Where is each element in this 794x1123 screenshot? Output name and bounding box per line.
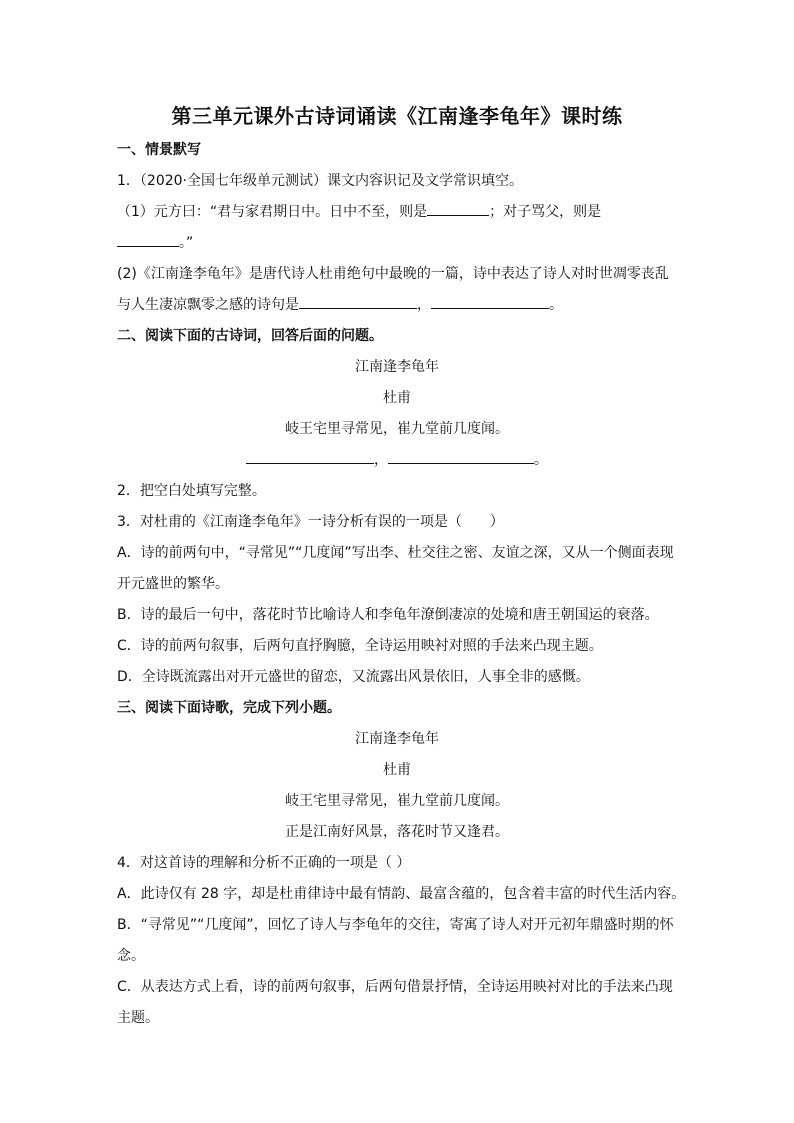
section-heading-1: 一、情景默写	[117, 142, 201, 158]
question-1-part-2-cont	[117, 290, 677, 321]
poem-line: 岐王宅里寻常见，崔九堂前几度闻。	[285, 421, 509, 437]
question-4: 4．对这首诗的理解和分析不正确的一项是（ ）	[117, 855, 411, 871]
q3-option-d: D．全诗既流露出对开元盛世的留恋，又流露出风景依旧，人事全非的感慨。	[117, 669, 590, 685]
answer-blank[interactable]	[117, 228, 179, 247]
poem-author: 杜甫	[383, 762, 411, 778]
section-heading-2: 二、阅读下面的古诗词，回答后面的问题。	[117, 328, 383, 344]
answer-blank[interactable]	[246, 445, 374, 464]
poem-blank-end: 。	[534, 452, 548, 468]
question-1-part-2: (2)《江南逢李龟年》是唐代诗人杜甫绝句中最晚的一篇，诗中表达了诗人对时世凋零丧乱	[117, 266, 669, 282]
question-1-stem: 1．（2020·全国七年级单元测试）课文内容识记及文学常识填空。	[117, 173, 523, 189]
poem-blank-line	[117, 445, 677, 476]
poem-title: 江南逢李龟年	[355, 359, 439, 375]
q3-option-c: C．诗的前两句叙事，后两句直抒胸臆，全诗运用映衬对照的手法来凸现主题。	[117, 638, 603, 654]
question-1-part-1-cont	[117, 228, 677, 259]
q3-option-b: B．诗的最后一句中，落花时节比喻诗人和李龟年潦倒凄凉的处境和唐王朝国运的衰落。	[117, 607, 659, 623]
q4-option-a: A．此诗仅有 28 字，却是杜甫律诗中最有情韵、最富含蕴的，包含着丰富的时代生活内容。	[117, 886, 686, 902]
q1-part2-text-b: 与人生凄凉飘零之感的诗句是	[117, 297, 299, 313]
poem-blank-sep: ，	[374, 452, 388, 468]
question-1-part-1	[117, 197, 677, 228]
q1-part1-text-c: 。”	[179, 235, 194, 251]
q1-part2-sep: ，	[417, 297, 431, 313]
document-title: 第三单元课外古诗词诵读《江南逢李龟年》课时练	[171, 104, 623, 128]
answer-blank[interactable]	[299, 290, 417, 309]
q1-part1-text-a: （1）元方曰：“君与家君期日中。日中不至，则是	[117, 204, 428, 220]
poem-line: 岐王宅里寻常见，崔九堂前几度闻。	[285, 793, 509, 809]
worksheet-page	[117, 100, 686, 1034]
q4-option-c: C．从表达方式上看，诗的前两句叙事，后两句借景抒情，全诗运用映衬对比的手法来凸现	[117, 979, 673, 995]
section-heading-3: 三、阅读下面诗歌，完成下列小题。	[117, 700, 341, 716]
answer-blank[interactable]	[431, 290, 549, 309]
q1-part2-end: 。	[549, 297, 563, 313]
poem-author: 杜甫	[383, 390, 411, 406]
answer-blank[interactable]	[388, 445, 534, 464]
q4-option-b-cont: 念。	[117, 948, 145, 964]
q1-part1-text-b: ；对子骂父，则是	[489, 204, 602, 220]
q4-option-b: B．“寻常见”“几度闻”，回忆了诗人与李龟年的交往，寄寓了诗人对开元初年鼎盛时期的怀	[117, 917, 674, 933]
q3-option-a-cont: 开元盛世的繁华。	[117, 576, 229, 592]
poem-line: 正是江南好风景，落花时节又逢君。	[285, 824, 509, 840]
question-3: 3．对杜甫的《江南逢李龟年》一诗分析有误的一项是（ ）	[117, 514, 504, 530]
question-2: 2．把空白处填写完整。	[117, 483, 266, 499]
poem-title: 江南逢李龟年	[355, 731, 439, 747]
q3-option-a: A．诗的前两句中，“寻常见”“几度闻”写出李、杜交往之密、友谊之深，又从一个侧面表现	[117, 545, 674, 561]
answer-blank[interactable]	[427, 197, 489, 216]
q4-option-c-cont: 主题。	[117, 1010, 159, 1026]
